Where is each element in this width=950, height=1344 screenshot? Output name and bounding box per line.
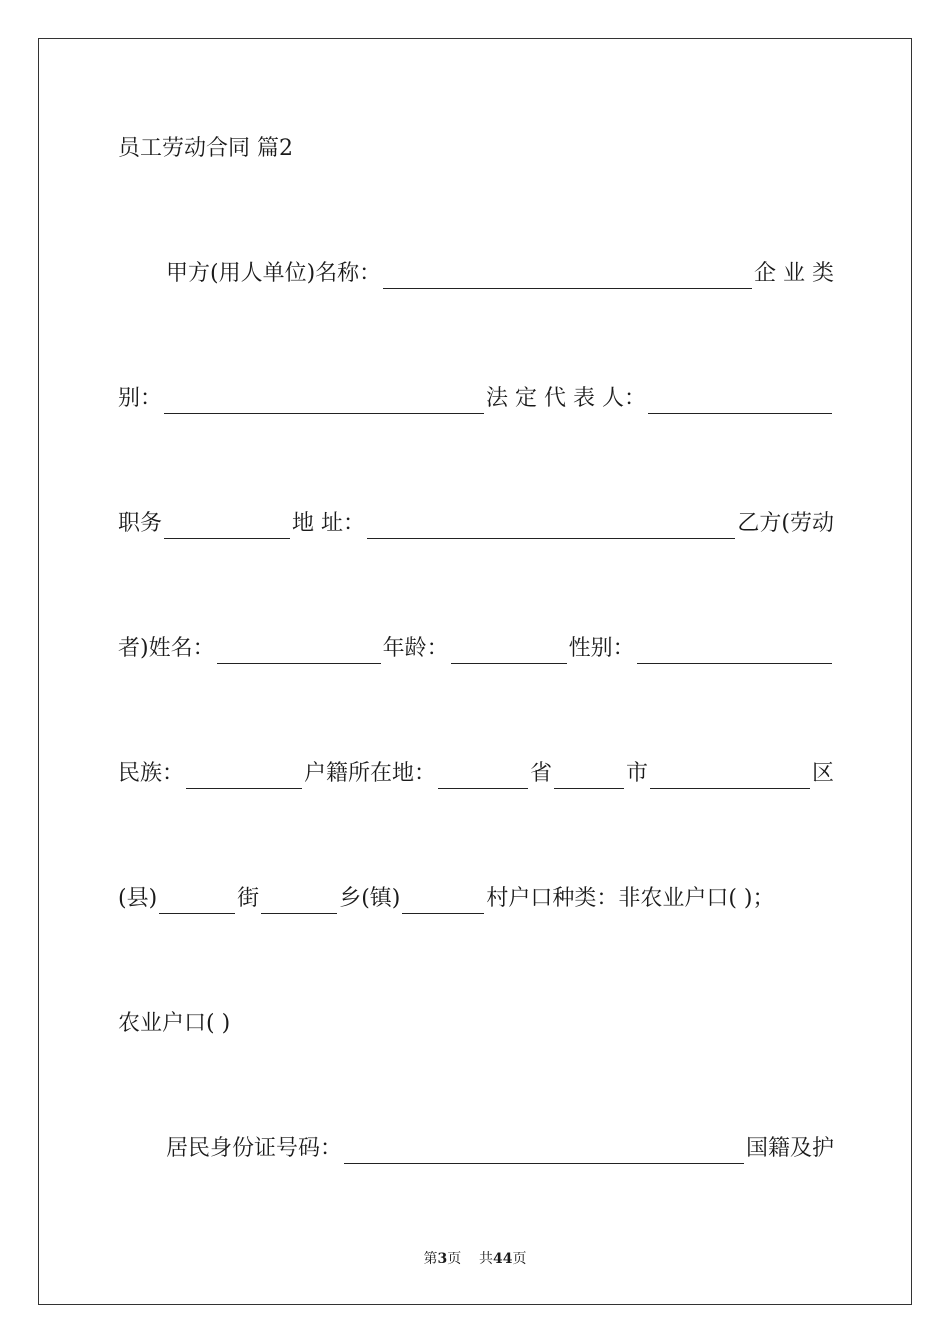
street-label: 街 bbox=[237, 886, 260, 911]
district-blank[interactable] bbox=[650, 766, 810, 789]
total-prefix: 共 bbox=[479, 1251, 494, 1267]
township-blank[interactable] bbox=[402, 891, 484, 914]
page-suffix: 页 bbox=[447, 1251, 462, 1267]
ethnicity-blank[interactable] bbox=[186, 766, 302, 789]
address-label: 地 址： bbox=[292, 511, 366, 536]
agri-line bbox=[118, 1009, 834, 1039]
name-line bbox=[118, 634, 834, 664]
county-blank[interactable] bbox=[159, 891, 235, 914]
position-blank[interactable] bbox=[164, 516, 290, 539]
document-title bbox=[118, 134, 834, 164]
page-footer bbox=[0, 1248, 950, 1268]
ethnicity-line bbox=[118, 759, 834, 789]
district-label-a: 区 bbox=[811, 761, 834, 786]
age-blank[interactable] bbox=[451, 641, 567, 664]
name-blank[interactable] bbox=[217, 641, 381, 664]
city-blank[interactable] bbox=[554, 766, 624, 789]
city-label: 市 bbox=[626, 761, 649, 786]
district-label-b: (县) bbox=[118, 886, 158, 911]
id-line bbox=[166, 1134, 834, 1164]
village-type-label: 村户口种类：非农业户口( )； bbox=[486, 886, 775, 911]
enterprise-line bbox=[118, 384, 834, 414]
title-text: 员工劳动合同 篇2 bbox=[118, 136, 293, 161]
page-border bbox=[38, 38, 912, 1305]
enterprise-type-label-a: 企 业 类 bbox=[754, 261, 834, 286]
position-line bbox=[118, 509, 834, 539]
legal-rep-blank[interactable] bbox=[648, 391, 832, 414]
party-a-name-label: 甲方(用人单位)名称： bbox=[166, 261, 382, 286]
province-blank[interactable] bbox=[438, 766, 528, 789]
party-b-label-b: 者)姓名： bbox=[118, 636, 215, 661]
party-b-label-a: 乙方(劳动 bbox=[737, 511, 834, 536]
page-prefix: 第 bbox=[423, 1251, 438, 1267]
total-suffix: 页 bbox=[512, 1251, 527, 1267]
age-label: 年龄： bbox=[382, 636, 449, 661]
id-number-blank[interactable] bbox=[344, 1141, 744, 1164]
position-label: 职务 bbox=[118, 511, 163, 536]
address-blank[interactable] bbox=[367, 516, 735, 539]
ethnicity-label: 民族： bbox=[118, 761, 185, 786]
enterprise-type-blank[interactable] bbox=[164, 391, 484, 414]
page-number: 3 bbox=[437, 1251, 448, 1267]
province-label: 省 bbox=[530, 761, 553, 786]
agri-label: 农业户口( ) bbox=[118, 1011, 231, 1036]
id-number-label: 居民身份证号码： bbox=[166, 1136, 343, 1161]
street-blank[interactable] bbox=[261, 891, 337, 914]
township-label: 乡(镇) bbox=[339, 886, 401, 911]
gender-blank[interactable] bbox=[637, 641, 832, 664]
nationality-label: 国籍及护 bbox=[745, 1136, 834, 1161]
gender-label: 性别： bbox=[568, 636, 635, 661]
household-label: 户籍所在地： bbox=[304, 761, 437, 786]
legal-rep-label: 法 定 代 表 人： bbox=[486, 386, 646, 411]
enterprise-type-label-b: 别： bbox=[118, 386, 163, 411]
party-a-name-blank[interactable] bbox=[383, 266, 752, 289]
address-detail-line bbox=[118, 884, 834, 914]
party-a-line bbox=[166, 259, 834, 289]
total-pages: 44 bbox=[493, 1251, 513, 1267]
